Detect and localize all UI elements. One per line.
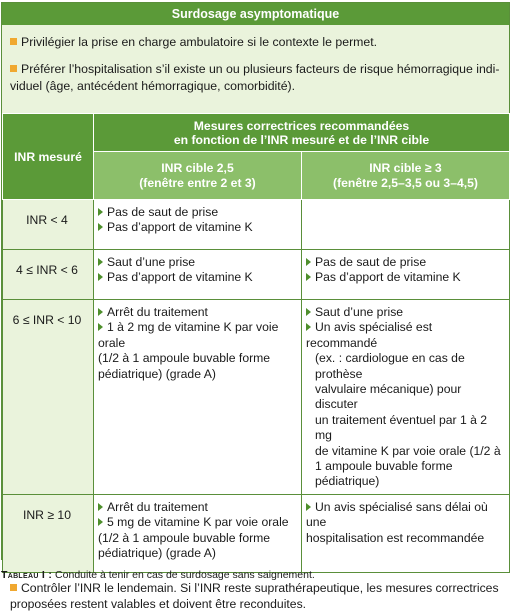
intro-item [10, 61, 501, 95]
triangle-bullet-icon [98, 308, 103, 316]
list-item [98, 515, 295, 530]
triangle-bullet-icon [98, 273, 103, 281]
list-item [98, 255, 295, 270]
item-text: 5 mg de vitamine K par voie orale [107, 515, 289, 530]
table-header-row [3, 114, 510, 152]
item-text: Arrêt du traitement [107, 499, 208, 514]
measure-cell [94, 250, 302, 300]
item-text: Saut d’une prise [107, 255, 196, 269]
caption-label: Tableau I : [1, 569, 53, 581]
item-continuation: 1 ampoule buvable forme [315, 459, 453, 474]
list-item [306, 305, 503, 320]
square-bullet-icon [10, 38, 17, 45]
table-row [3, 300, 510, 495]
measure-cell [94, 200, 302, 250]
measure-cell [302, 250, 510, 300]
table-row [3, 494, 510, 572]
triangle-bullet-icon [98, 518, 103, 526]
square-bullet-icon [10, 65, 17, 72]
item-continuation: (1/2 à 1 ampoule buvable forme [98, 351, 271, 366]
list-item [98, 205, 295, 220]
intro-text: Préférer l’hospitalisation s’il existe un ou plusieurs facteurs de risque hémorragique indi-viduel (âge, antécédent hémorragique, comorbidité). [10, 62, 500, 93]
item-continuation: valvulaire mécanique) pour discuter [315, 382, 462, 412]
inr-cell: INR < 4 [3, 200, 94, 250]
list-item [306, 270, 503, 285]
inr-cell: 6 ≤ INR < 10 [3, 300, 94, 495]
measure-cell [94, 494, 302, 572]
list-item [98, 500, 295, 515]
item-text: Pas de saut de prise [107, 205, 219, 219]
list-item [98, 270, 295, 285]
triangle-bullet-icon [98, 503, 103, 511]
header-target-1 [94, 152, 302, 200]
list-item [98, 305, 295, 320]
list-item [306, 255, 503, 270]
header-target-2 [302, 152, 510, 200]
item-text: Un avis spécialisé est recommandé [306, 320, 433, 350]
triangle-bullet-icon [98, 208, 103, 216]
list-item [98, 320, 295, 351]
item-text: 1 à 2 mg de vitamine K par voie orale [98, 320, 279, 350]
list-item [306, 500, 503, 531]
header-measures-line1: Mesures correctrices recommandées [193, 118, 410, 133]
list-item [98, 220, 295, 235]
box-title: Surdosage asymptomatique [2, 3, 509, 25]
triangle-bullet-icon [306, 308, 311, 316]
list-item [306, 320, 503, 351]
intro-text: Privilégier la prise en charge ambulatoire si le contexte le permet. [21, 35, 378, 49]
triangle-bullet-icon [98, 323, 103, 331]
footer-text: Contrôler l’INR le lendemain. Si l’INR reste suprathérapeutique, les mesures correctrices proposées restent valables et doivent être reconduites. [10, 580, 499, 611]
intro-section [2, 25, 509, 113]
table-row [3, 200, 510, 250]
measure-cell [302, 300, 510, 495]
item-text: Arrêt du traitement [107, 305, 208, 319]
item-continuation: pédiatrique) (grade A) [98, 366, 216, 381]
inr-cell: INR ≥ 10 [3, 494, 94, 572]
item-text: Pas d’apport de vitamine K [315, 270, 461, 285]
item-text: Pas de saut de prise [315, 255, 427, 269]
triangle-bullet-icon [306, 323, 311, 331]
triangle-bullet-icon [306, 258, 311, 266]
item-continuation: pédiatrique) (grade A) [98, 546, 216, 561]
item-continuation: un traitement éventuel par 1 à 2 mg [315, 412, 488, 443]
intro-item [10, 34, 501, 51]
measure-cell [302, 494, 510, 572]
target2-line1: INR cible ≥ 3 [369, 160, 442, 175]
item-continuation: pédiatrique) [315, 474, 380, 489]
item-continuation: (ex. : cardiologue en cas de prothèse [315, 351, 465, 381]
triangle-bullet-icon [98, 258, 103, 266]
triangle-bullet-icon [306, 503, 311, 511]
item-continuation: de vitamine K par voie orale (1/2 à [315, 443, 501, 458]
item-continuation: hospitalisation est recommandée [306, 530, 485, 545]
table-caption [1, 569, 315, 581]
triangle-bullet-icon [98, 223, 103, 231]
measure-cell [302, 200, 510, 250]
item-text: Pas d’apport de vitamine K [107, 220, 253, 235]
target1-line1: INR cible 2,5 [161, 160, 234, 175]
header-measures [94, 114, 510, 152]
target2-line2: (fenêtre 2,5–3,5 ou 3–4,5) [333, 175, 478, 190]
item-text: Pas d’apport de vitamine K [107, 270, 253, 285]
table-row [3, 250, 510, 300]
caption-text: Conduite à tenir en cas de surdosage sans saignement. [52, 569, 315, 581]
item-text: Un avis spécialisé sans délai où une [306, 499, 488, 530]
triangle-bullet-icon [306, 273, 311, 281]
item-continuation: (1/2 à 1 ampoule buvable forme [98, 530, 271, 545]
target1-line2: (fenêtre entre 2 et 3) [139, 175, 256, 190]
measure-cell [94, 300, 302, 495]
inr-table [2, 113, 510, 573]
item-text: Saut d’une prise [315, 305, 404, 319]
header-measures-line2: en fonction de l’INR mesuré et de l’INR cible [173, 132, 430, 147]
inr-cell: 4 ≤ INR < 6 [3, 250, 94, 300]
header-inr: INR mesuré [3, 114, 94, 200]
